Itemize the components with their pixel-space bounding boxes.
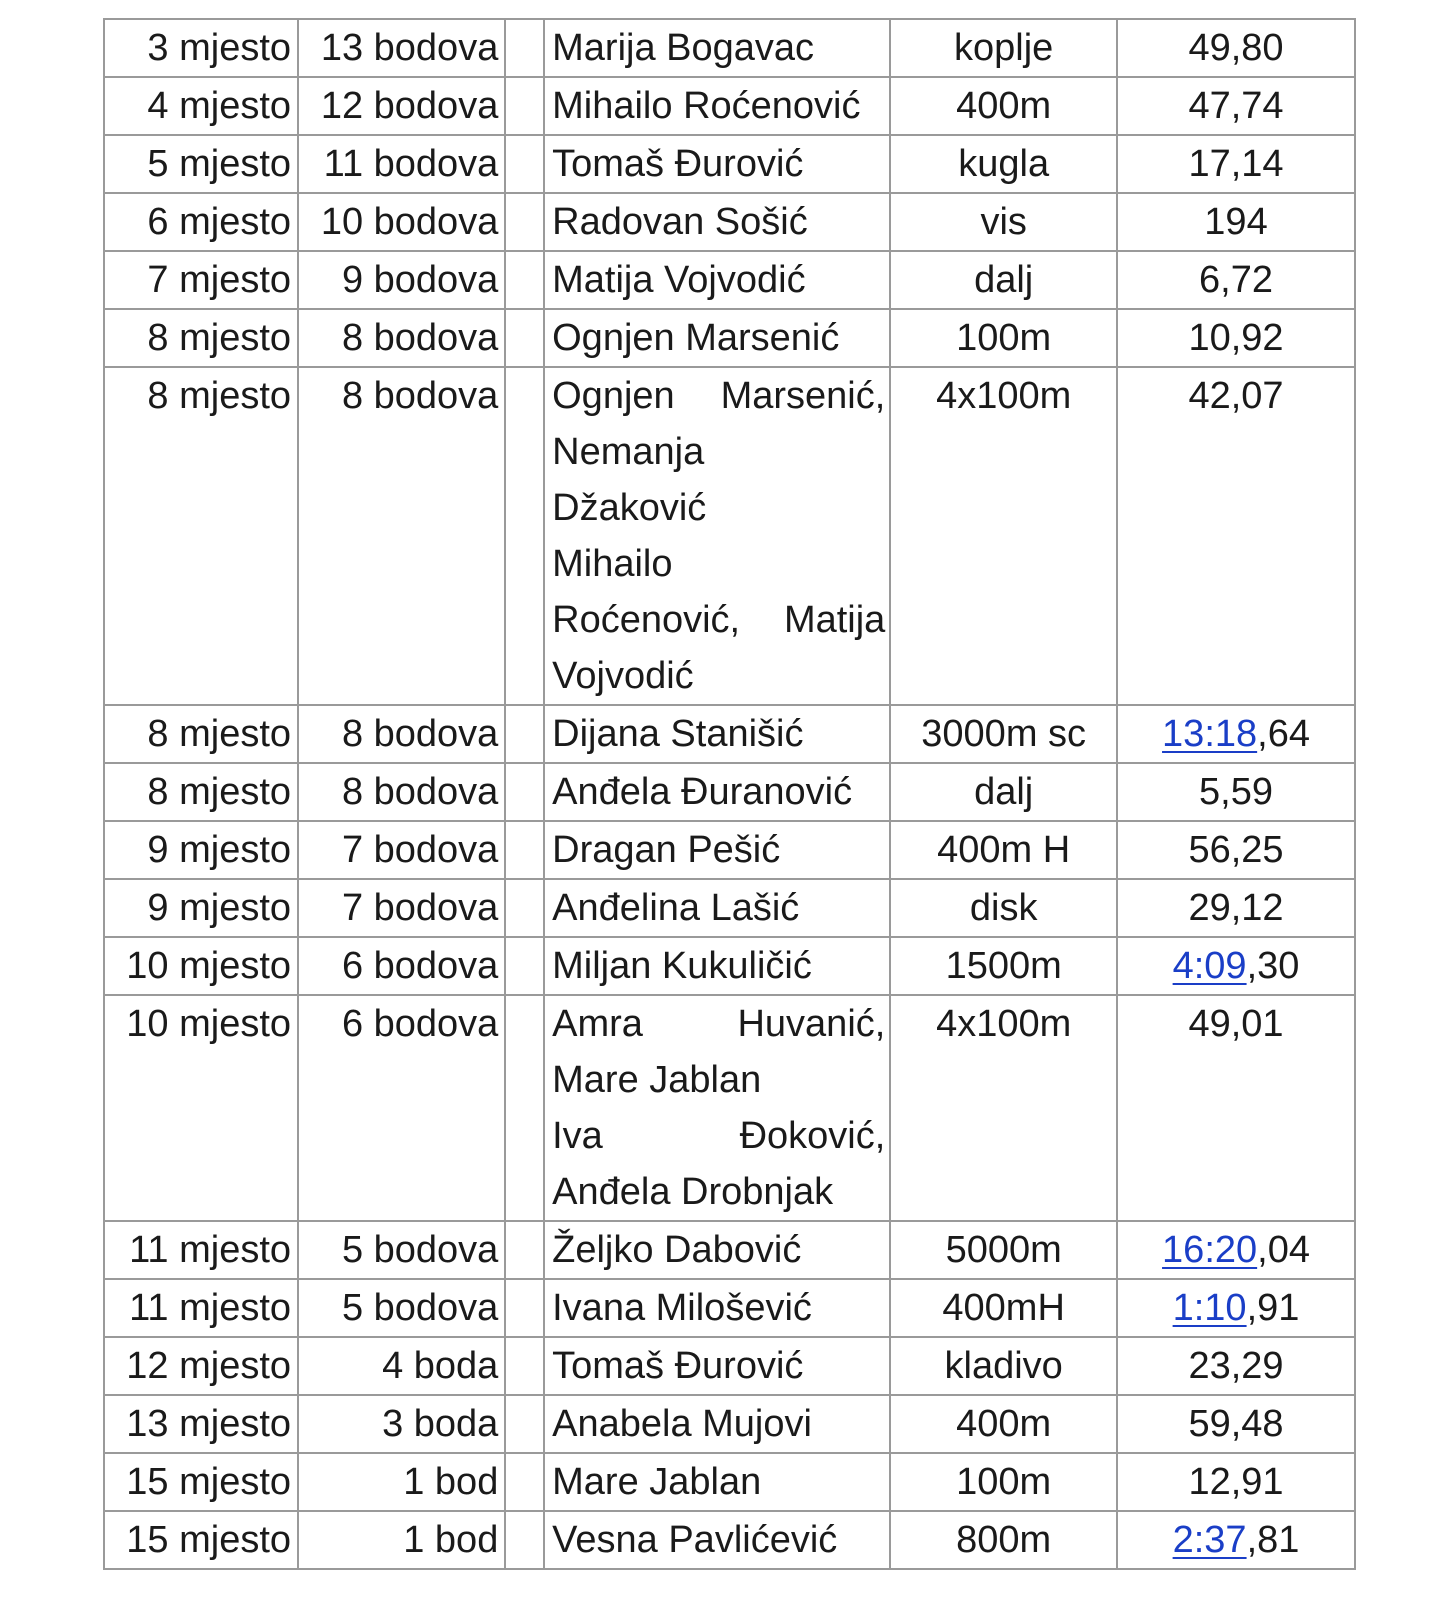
place-cell: 3 mjesto <box>104 19 298 77</box>
athlete-name-text: Dijana Stanišić <box>552 713 804 755</box>
event-cell: 4x100m <box>890 367 1117 705</box>
athlete-name-cell <box>544 821 890 879</box>
table-row <box>104 19 1355 77</box>
result-cell <box>1117 309 1355 367</box>
athlete-name-text: Đoković, <box>739 1115 886 1157</box>
athlete-name-text: Tomaš Đurović <box>552 143 804 185</box>
athlete-name-line <box>552 1338 885 1394</box>
table-row <box>104 1279 1355 1337</box>
athlete-name-text: Anđelina Lašić <box>552 887 800 929</box>
event-cell: disk <box>890 879 1117 937</box>
result-cell <box>1117 19 1355 77</box>
event-cell: 400mH <box>890 1279 1117 1337</box>
empty-cell <box>505 367 544 705</box>
result-time-link[interactable]: 4:09 <box>1172 945 1247 987</box>
event-cell: dalj <box>890 763 1117 821</box>
athlete-name-text: Matija <box>783 599 886 641</box>
results-body <box>104 19 1355 1569</box>
athlete-name-cell <box>544 1453 890 1511</box>
result-cell <box>1117 193 1355 251</box>
result-cell <box>1117 1279 1355 1337</box>
result-value: 56,25 <box>1188 829 1284 871</box>
athlete-name-line <box>552 1108 885 1164</box>
event-cell: 5000m <box>890 1221 1117 1279</box>
athlete-name-line <box>552 20 885 76</box>
table-row <box>104 995 1355 1221</box>
athlete-name-line <box>552 648 885 704</box>
place-cell: 5 mjesto <box>104 135 298 193</box>
result-cell <box>1117 705 1355 763</box>
result-value: 17,14 <box>1188 143 1284 185</box>
empty-cell <box>505 1221 544 1279</box>
athlete-name-cell <box>544 937 890 995</box>
place-cell: 15 mjesto <box>104 1453 298 1511</box>
empty-cell <box>505 879 544 937</box>
points-cell: 6 bodova <box>298 995 505 1221</box>
athlete-name-cell <box>544 251 890 309</box>
result-value: 47,74 <box>1188 85 1284 127</box>
result-cell <box>1117 1453 1355 1511</box>
result-value: 194 <box>1204 201 1268 243</box>
table-row <box>104 135 1355 193</box>
athlete-name-text: Mihailo <box>552 543 673 585</box>
athlete-name-text: Anabela Mujovi <box>552 1403 812 1445</box>
athlete-name-cell <box>544 1279 890 1337</box>
empty-cell <box>505 1395 544 1453</box>
empty-cell <box>505 309 544 367</box>
result-cell <box>1117 1337 1355 1395</box>
event-cell: 4x100m <box>890 995 1117 1221</box>
points-cell: 8 bodova <box>298 367 505 705</box>
event-cell: 3000m sc <box>890 705 1117 763</box>
event-cell: kugla <box>890 135 1117 193</box>
result-value: 12,91 <box>1188 1461 1284 1503</box>
athlete-name-line <box>552 536 885 592</box>
result-value: 5,59 <box>1199 771 1273 813</box>
table-row <box>104 251 1355 309</box>
athlete-name-cell <box>544 19 890 77</box>
athlete-name-text: Iva <box>552 1115 603 1157</box>
athlete-name-line <box>552 1164 885 1220</box>
athlete-name-cell <box>544 763 890 821</box>
place-cell: 10 mjesto <box>104 995 298 1221</box>
result-cell <box>1117 821 1355 879</box>
points-cell: 7 bodova <box>298 821 505 879</box>
athlete-name-text: Mare Jablan <box>552 1059 762 1101</box>
result-cell <box>1117 367 1355 705</box>
points-cell: 5 bodova <box>298 1279 505 1337</box>
athlete-name-line <box>552 310 885 366</box>
table-row <box>104 763 1355 821</box>
table-row <box>104 1395 1355 1453</box>
empty-cell <box>505 1453 544 1511</box>
points-cell: 13 bodova <box>298 19 505 77</box>
event-cell: dalj <box>890 251 1117 309</box>
place-cell: 8 mjesto <box>104 763 298 821</box>
table-row <box>104 1453 1355 1511</box>
result-value: ,91 <box>1246 1287 1300 1329</box>
result-cell <box>1117 135 1355 193</box>
athlete-name-cell <box>544 1511 890 1569</box>
event-cell: 100m <box>890 1453 1117 1511</box>
athlete-name-text: Vojvodić <box>552 655 694 697</box>
result-cell <box>1117 251 1355 309</box>
athlete-name-line <box>552 822 885 878</box>
empty-cell <box>505 995 544 1221</box>
result-value: ,81 <box>1246 1519 1300 1561</box>
event-cell: 1500m <box>890 937 1117 995</box>
place-cell: 13 mjesto <box>104 1395 298 1453</box>
athlete-name-line <box>552 1052 885 1108</box>
empty-cell <box>505 1279 544 1337</box>
result-value: 6,72 <box>1199 259 1273 301</box>
place-cell: 10 mjesto <box>104 937 298 995</box>
result-value: ,30 <box>1246 945 1300 987</box>
table-row <box>104 309 1355 367</box>
points-cell: 3 boda <box>298 1395 505 1453</box>
athlete-name-cell <box>544 1337 890 1395</box>
result-cell <box>1117 879 1355 937</box>
place-cell: 8 mjesto <box>104 367 298 705</box>
athlete-name-text: Ivana Milošević <box>552 1287 812 1329</box>
place-cell: 6 mjesto <box>104 193 298 251</box>
athlete-name-line <box>552 592 885 648</box>
points-cell: 1 bod <box>298 1511 505 1569</box>
place-cell: 11 mjesto <box>104 1279 298 1337</box>
event-cell: 400m <box>890 1395 1117 1453</box>
athlete-name-line <box>552 938 885 994</box>
place-cell: 4 mjesto <box>104 77 298 135</box>
athlete-name-line <box>552 424 885 480</box>
athlete-name-text: Dragan Pešić <box>552 829 781 871</box>
place-cell: 7 mjesto <box>104 251 298 309</box>
event-cell: koplje <box>890 19 1117 77</box>
table-row <box>104 77 1355 135</box>
athlete-name-line <box>552 78 885 134</box>
athlete-name-text: Miljan Kukuličić <box>552 945 812 987</box>
empty-cell <box>505 1511 544 1569</box>
athlete-name-cell <box>544 879 890 937</box>
table-row <box>104 367 1355 705</box>
athlete-name-text: Ognjen <box>552 375 675 417</box>
points-cell: 11 bodova <box>298 135 505 193</box>
athlete-name-text: Željko Dabović <box>552 1229 802 1271</box>
empty-cell <box>505 135 544 193</box>
athlete-name-text: Džaković <box>552 487 707 529</box>
table-row <box>104 193 1355 251</box>
result-time-link[interactable]: 1:10 <box>1172 1287 1247 1329</box>
place-cell: 9 mjesto <box>104 821 298 879</box>
result-time-link[interactable]: 16:20 <box>1162 1229 1258 1271</box>
place-cell: 8 mjesto <box>104 309 298 367</box>
result-value: ,64 <box>1257 713 1310 755</box>
place-cell: 12 mjesto <box>104 1337 298 1395</box>
athlete-name-line <box>552 252 885 308</box>
result-cell <box>1117 763 1355 821</box>
table-row <box>104 821 1355 879</box>
result-value: 10,92 <box>1188 317 1284 359</box>
athlete-name-text: Roćenović, <box>552 599 741 641</box>
athlete-name-line <box>552 1396 885 1452</box>
athlete-name-line <box>552 368 885 424</box>
athlete-name-cell <box>544 367 890 705</box>
athlete-name-line <box>552 706 885 762</box>
result-time-link[interactable]: 13:18 <box>1162 713 1258 755</box>
empty-cell <box>505 821 544 879</box>
points-cell: 10 bodova <box>298 193 505 251</box>
athlete-name-text: Ognjen Marsenić <box>552 317 840 359</box>
athlete-name-cell <box>544 309 890 367</box>
table-row <box>104 1337 1355 1395</box>
empty-cell <box>505 763 544 821</box>
result-cell <box>1117 995 1355 1221</box>
athlete-name-text: Anđela Drobnjak <box>552 1171 834 1213</box>
athlete-name-text: Matija Vojvodić <box>552 259 806 301</box>
athlete-name-text: Mihailo Roćenović <box>552 85 861 127</box>
event-cell: 800m <box>890 1511 1117 1569</box>
athlete-name-cell <box>544 705 890 763</box>
result-value: ,04 <box>1257 1229 1310 1271</box>
result-cell <box>1117 1511 1355 1569</box>
empty-cell <box>505 251 544 309</box>
result-value: 23,29 <box>1188 1345 1284 1387</box>
table-row <box>104 937 1355 995</box>
event-cell: kladivo <box>890 1337 1117 1395</box>
athlete-name-line <box>552 194 885 250</box>
athlete-name-text: Huvanić, <box>737 1003 886 1045</box>
athlete-name-text: Marija Bogavac <box>552 27 815 69</box>
athlete-name-text: Marsenić, <box>720 375 886 417</box>
athlete-name-text: Anđela Đuranović <box>552 771 853 813</box>
athlete-name-line <box>552 1512 885 1568</box>
empty-cell <box>505 193 544 251</box>
results-table <box>103 18 1356 1570</box>
empty-cell <box>505 19 544 77</box>
points-cell: 5 bodova <box>298 1221 505 1279</box>
points-cell: 9 bodova <box>298 251 505 309</box>
athlete-name-line <box>552 136 885 192</box>
result-cell <box>1117 1395 1355 1453</box>
athlete-name-line <box>552 1222 885 1278</box>
points-cell: 8 bodova <box>298 309 505 367</box>
athlete-name-line <box>552 480 885 536</box>
points-cell: 8 bodova <box>298 763 505 821</box>
athlete-name-cell <box>544 1221 890 1279</box>
athlete-name-text: Vesna Pavlićević <box>552 1519 838 1561</box>
athlete-name-cell <box>544 995 890 1221</box>
points-cell: 4 boda <box>298 1337 505 1395</box>
points-cell: 7 bodova <box>298 879 505 937</box>
athlete-name-line <box>552 880 885 936</box>
result-value: 29,12 <box>1188 887 1284 929</box>
athlete-name-text: Nemanja <box>552 431 705 473</box>
empty-cell <box>505 705 544 763</box>
empty-cell <box>505 937 544 995</box>
athlete-name-line <box>552 1280 885 1336</box>
event-cell: 400m H <box>890 821 1117 879</box>
athlete-name-text: Tomaš Đurović <box>552 1345 804 1387</box>
place-cell: 15 mjesto <box>104 1511 298 1569</box>
event-cell: 100m <box>890 309 1117 367</box>
result-value: 42,07 <box>1188 375 1284 417</box>
athlete-name-cell <box>544 193 890 251</box>
athlete-name-cell <box>544 77 890 135</box>
result-value: 49,01 <box>1188 1003 1284 1045</box>
athlete-name-line <box>552 764 885 820</box>
result-time-link[interactable]: 2:37 <box>1172 1519 1247 1561</box>
event-cell: 400m <box>890 77 1117 135</box>
table-row <box>104 1511 1355 1569</box>
athlete-name-text: Mare Jablan <box>552 1461 762 1503</box>
result-value: 59,48 <box>1188 1403 1284 1445</box>
result-cell <box>1117 1221 1355 1279</box>
empty-cell <box>505 1337 544 1395</box>
athlete-name-line <box>552 1454 885 1510</box>
athlete-name-cell <box>544 1395 890 1453</box>
table-row <box>104 879 1355 937</box>
points-cell: 12 bodova <box>298 77 505 135</box>
points-cell: 6 bodova <box>298 937 505 995</box>
result-cell <box>1117 77 1355 135</box>
points-cell: 8 bodova <box>298 705 505 763</box>
place-cell: 9 mjesto <box>104 879 298 937</box>
event-cell: vis <box>890 193 1117 251</box>
athlete-name-text: Amra <box>552 1003 643 1045</box>
athlete-name-line <box>552 996 885 1052</box>
empty-cell <box>505 77 544 135</box>
table-row <box>104 1221 1355 1279</box>
result-cell <box>1117 937 1355 995</box>
table-row <box>104 705 1355 763</box>
place-cell: 8 mjesto <box>104 705 298 763</box>
result-value: 49,80 <box>1188 27 1284 69</box>
place-cell: 11 mjesto <box>104 1221 298 1279</box>
athlete-name-cell <box>544 135 890 193</box>
athlete-name-text: Radovan Sošić <box>552 201 808 243</box>
points-cell: 1 bod <box>298 1453 505 1511</box>
